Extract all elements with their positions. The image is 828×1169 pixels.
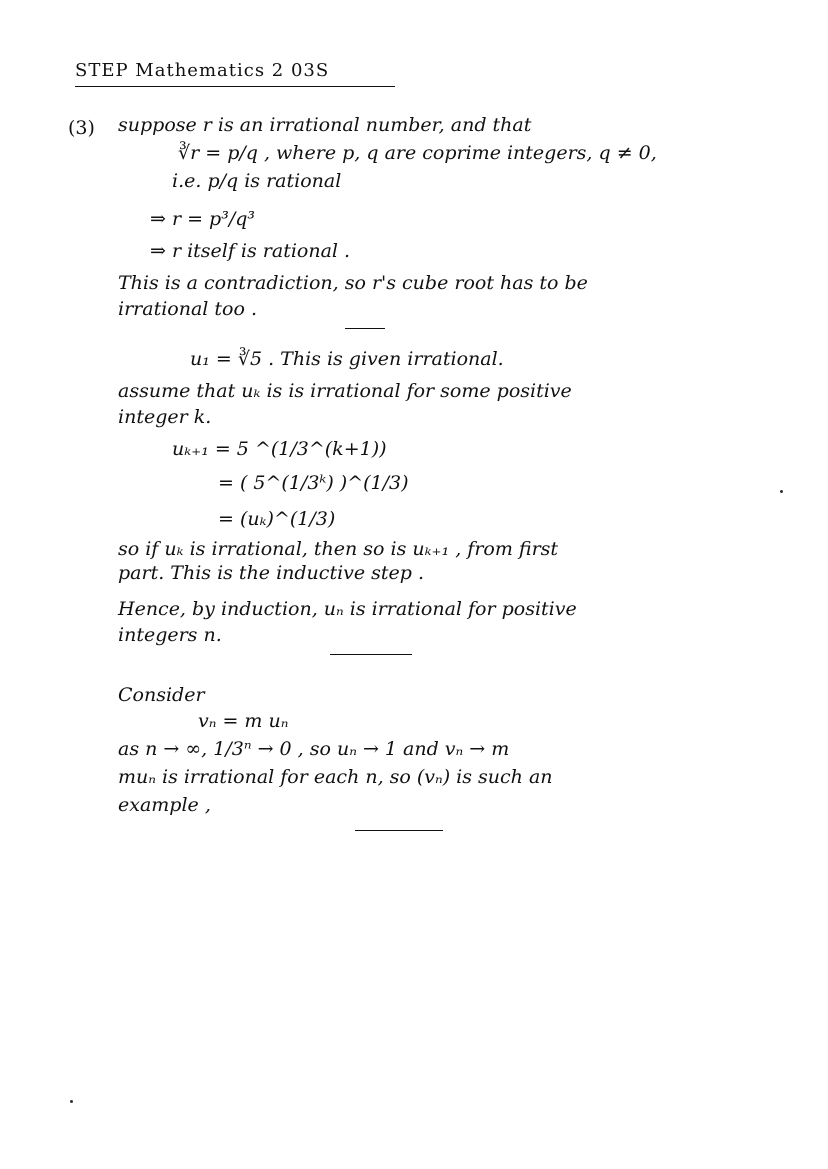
text-line-22: example ,	[118, 794, 211, 816]
question-number: (3)	[68, 117, 95, 139]
text-line-6: This is a contradiction, so r's cube root has to be	[118, 272, 588, 294]
text-line-12: = ( 5^(1/3ᵏ) )^(1/3)	[218, 472, 409, 494]
header-title: STEP Mathematics 2 03S	[75, 60, 330, 81]
text-line-5: ⇒ r itself is rational .	[150, 240, 351, 262]
text-line-4: ⇒ r = p³/q³	[150, 208, 256, 230]
text-line-16: Hence, by induction, uₙ is irrational for positive	[118, 598, 577, 620]
text-line-18: Consider	[118, 684, 205, 706]
text-line-20: as n → ∞, 1/3ⁿ → 0 , so uₙ → 1 and vₙ → m	[118, 738, 510, 760]
text-line-9: assume that uₖ is is irrational for some positive	[118, 380, 572, 402]
text-line-11: uₖ₊₁ = 5 ^(1/3^(k+1))	[172, 438, 387, 460]
text-line-21: muₙ is irrational for each n, so (vₙ) is such an	[118, 766, 553, 788]
text-line-2: ∛r = p/q , where p, q are coprime integers, q ≠ 0,	[178, 142, 657, 164]
scan-speck-1	[70, 1100, 73, 1103]
text-line-15: part. This is the inductive step .	[118, 562, 425, 584]
text-line-14: so if uₖ is irrational, then so is uₖ₊₁ , from first	[118, 538, 559, 560]
scan-speck-2	[780, 490, 783, 493]
text-line-13: = (uₖ)^(1/3)	[218, 508, 336, 530]
page-header	[75, 60, 329, 82]
text-line-3: i.e. p/q is rational	[172, 170, 342, 192]
text-line-7: irrational too .	[118, 298, 257, 320]
divider-1	[345, 328, 385, 329]
text-line-8: u₁ = ∛5 . This is given irrational.	[190, 348, 504, 370]
text-line-17: integers n.	[118, 624, 222, 646]
text-line-10: integer k.	[118, 406, 212, 428]
header-underline	[75, 86, 395, 87]
text-line-19: vₙ = m uₙ	[198, 710, 289, 732]
divider-2	[330, 654, 412, 655]
divider-3	[355, 830, 443, 831]
text-line-1: suppose r is an irrational number, and that	[118, 114, 532, 136]
